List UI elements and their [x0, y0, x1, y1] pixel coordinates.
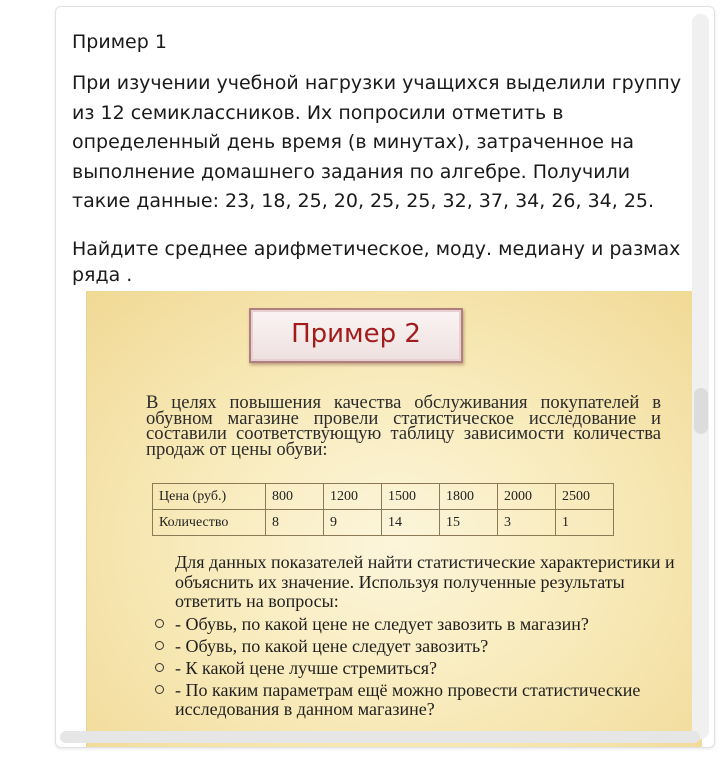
table-cell: Количество — [153, 510, 266, 536]
slide-intro-text: В целях повышения качества обслуживания покупателей в обувном магазине провели статистическое исследование и составили соответствующую таблицу зависимости количества продаж от цены обуви: — [146, 392, 661, 460]
list-item — [153, 637, 693, 656]
table-cell: 1500 — [382, 484, 440, 510]
table-cell: 1800 — [440, 484, 498, 510]
bullet-circle-icon — [155, 619, 164, 628]
list-item-text: - Обувь, по какой цене следует завозить? — [175, 636, 489, 656]
vertical-scrollbar-track[interactable] — [692, 14, 709, 739]
slide-title: Пример 2 — [291, 319, 421, 349]
question-text: Найдите среднее арифметическое, моду. медиану и размах ряда . — [72, 238, 681, 286]
table-cell: 800 — [266, 484, 324, 510]
problem-text: При изучении учебной нагрузки учащихся выделили группу из 12 семиклассников. Их попросили отметить в определенный день время (в минутах), затраченное на выполнение домашнего задания по алгебре. Получили такие данные: 23, 18, 25, 20, 25, 25, 32, 37, 34, 26, 34, 25. — [72, 72, 682, 212]
slide-task-text: Для данных показателей найти статистические характеристики и объяснить их значение. Используя полученные результаты ответить на вопросы: — [175, 552, 675, 611]
list-item-text: - К какой цене лучше стремиться? — [175, 658, 437, 678]
example-heading: Пример 1 — [72, 31, 167, 53]
list-item — [153, 615, 693, 634]
slide-title-box — [249, 308, 463, 363]
table-cell: 8 — [266, 510, 324, 536]
slide-image[interactable] — [86, 291, 702, 748]
table-cell: 3 — [498, 510, 556, 536]
bullet-circle-icon — [155, 641, 164, 650]
vertical-scrollbar-thumb[interactable] — [694, 388, 708, 434]
table-cell: 1200 — [324, 484, 382, 510]
table-cell: 9 — [324, 510, 382, 536]
list-item — [153, 681, 693, 719]
table-cell: 1 — [556, 510, 614, 536]
table-cell: 14 — [382, 510, 440, 536]
bullet-circle-icon — [155, 685, 164, 694]
table-cell: 15 — [440, 510, 498, 536]
table-cell: 2000 — [498, 484, 556, 510]
list-item-text: - По каким параметрам ещё можно провести статистические исследования в данном магазине? — [175, 680, 641, 719]
answer-card — [55, 6, 715, 748]
table-cell: Цена (руб.) — [153, 484, 266, 510]
list-item — [153, 659, 693, 678]
list-item-text: - Обувь, по какой цене не следует завозить в магазин? — [175, 614, 589, 634]
bullet-circle-icon — [155, 663, 164, 672]
price-quantity-table — [152, 483, 614, 536]
table-cell: 2500 — [556, 484, 614, 510]
table-row — [153, 484, 614, 510]
question-list — [153, 615, 693, 722]
horizontal-scrollbar[interactable] — [60, 731, 700, 743]
table-row — [153, 510, 614, 536]
